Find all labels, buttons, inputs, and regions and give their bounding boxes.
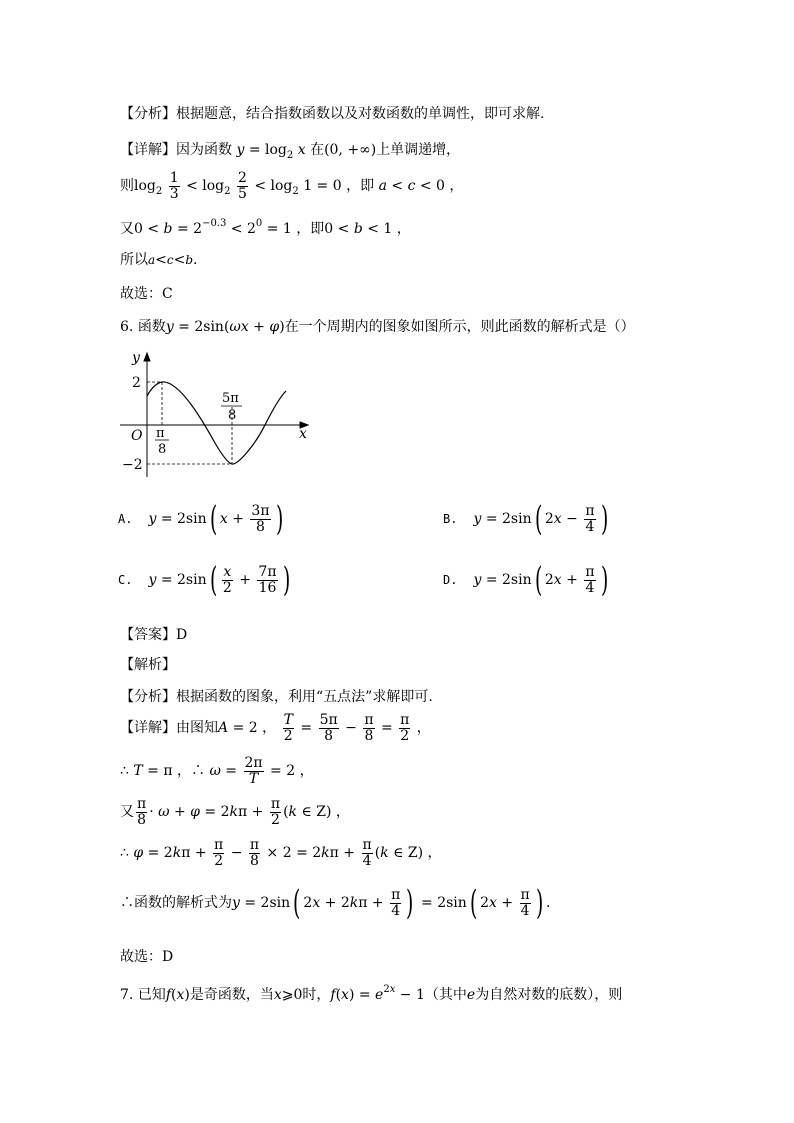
q5-answer: 故选：C bbox=[120, 286, 173, 302]
y-min-label: −2 bbox=[122, 457, 143, 473]
detail-tag: 【详解】 bbox=[120, 720, 176, 737]
q6-stem: 6. 函数y = 2sin(ωx + φ)在一个周期内的图象如图所示，则此函数的解析式是（） bbox=[120, 319, 635, 335]
q6-detail-line-2: ∴ T = π ，∴ ω = $\frac{2\pi}{T}$ = 2 ， bbox=[120, 755, 314, 787]
answer-tag: 【答案】D bbox=[120, 627, 188, 643]
sine-curve bbox=[147, 382, 286, 464]
y-axis-arrow bbox=[144, 353, 150, 361]
question-number: 6. bbox=[120, 319, 134, 335]
option-c[interactable]: C. y = 2sin( $\frac{x}{2}$ + $\frac{7\pi}{16}$ ) bbox=[118, 560, 290, 600]
x1-den: 8 bbox=[158, 442, 167, 457]
analysis-tag: 【分析】 bbox=[120, 689, 176, 705]
analysis-text: 根据题意，结合指数函数以及对数函数的单调性，即可求解. bbox=[176, 106, 545, 122]
q5-exp-line: 又$0 < b = 2^{-0.3} < 2^0 = 1$ ，即0 < b < 1 ， bbox=[120, 218, 411, 237]
option-d[interactable]: D. y = 2sin( 2x + $\frac{\pi}{4}$ ) bbox=[443, 560, 608, 600]
q6-detail-line-1: 【详解】由图知A = 2 ， $\frac{T}{2}$ = $\frac{5\pi}{8}$ − $\frac{\pi}{8}$ = $\frac{\pi}{2}$ ， bbox=[120, 712, 431, 744]
q5-conclusion-line: 所以a<c<b. bbox=[120, 252, 198, 268]
option-a[interactable]: A. y = 2sin( x + $\frac{3\pi}{8}$ ) bbox=[118, 499, 283, 539]
analysis-tag: 【分析】 bbox=[120, 106, 176, 122]
y-axis-label: y bbox=[132, 350, 140, 366]
x1-num: π bbox=[156, 426, 165, 441]
q6-detail-line-5: ∴函数的解析式为y = 2sin( 2x + 2kπ + $\frac{\pi}{4}$ ) = 2sin( 2x + $\frac{\pi}{4}$ ) . bbox=[120, 883, 551, 923]
q5-analysis-line bbox=[120, 103, 544, 123]
y-max-label: 2 bbox=[132, 375, 141, 391]
detail-tag: 【详解】 bbox=[120, 142, 176, 158]
option-b[interactable]: B. y = 2sin( 2x − $\frac{\pi}{4}$ ) bbox=[443, 499, 608, 539]
x2-den: 8 bbox=[228, 408, 237, 423]
q6-detail-line-3: 又 $\frac{\pi}{8}$ · ω + φ = 2kπ + $\frac{\pi}{2}$ (k ∈ Z) ， bbox=[120, 796, 350, 828]
sine-graph bbox=[110, 345, 320, 480]
x2-num: 5π bbox=[222, 391, 239, 406]
solution-tag: 【解析】 bbox=[120, 657, 176, 673]
q6-answer: 故选：D bbox=[120, 949, 174, 965]
q6-detail-line-4: ∴ φ = 2kπ + $\frac{\pi}{2}$ − $\frac{\pi}{8}$ × 2 = 2kπ + $\frac{\pi}{4}$ (k ∈ Z) ， bbox=[120, 837, 442, 869]
q7-stem: 7. 已知f(x)是奇函数，当x⩾0时，$f(x) = e^{2x} - 1$（其中e为自然对数的底数），则 bbox=[120, 984, 623, 1003]
q6-analysis-line bbox=[120, 686, 433, 706]
q5-log-compare-line: 则$\log_2$ $\frac{1}{3}$ < $\log_2$ $\frac{2}{5}$ < $\log_2 1 = 0$ ，即 a < c < 0 ， bbox=[120, 170, 464, 202]
q5-detail-line: 【详解】因为函数 $y = \log_2 x$ 在(0, +∞)上单调递增， bbox=[120, 142, 461, 161]
question-number: 7. bbox=[120, 987, 134, 1003]
x-axis-label: x bbox=[299, 426, 307, 442]
analysis-text: 根据函数的图象，利用“五点法”求解即可. bbox=[176, 689, 433, 705]
origin-label: O bbox=[131, 428, 143, 444]
